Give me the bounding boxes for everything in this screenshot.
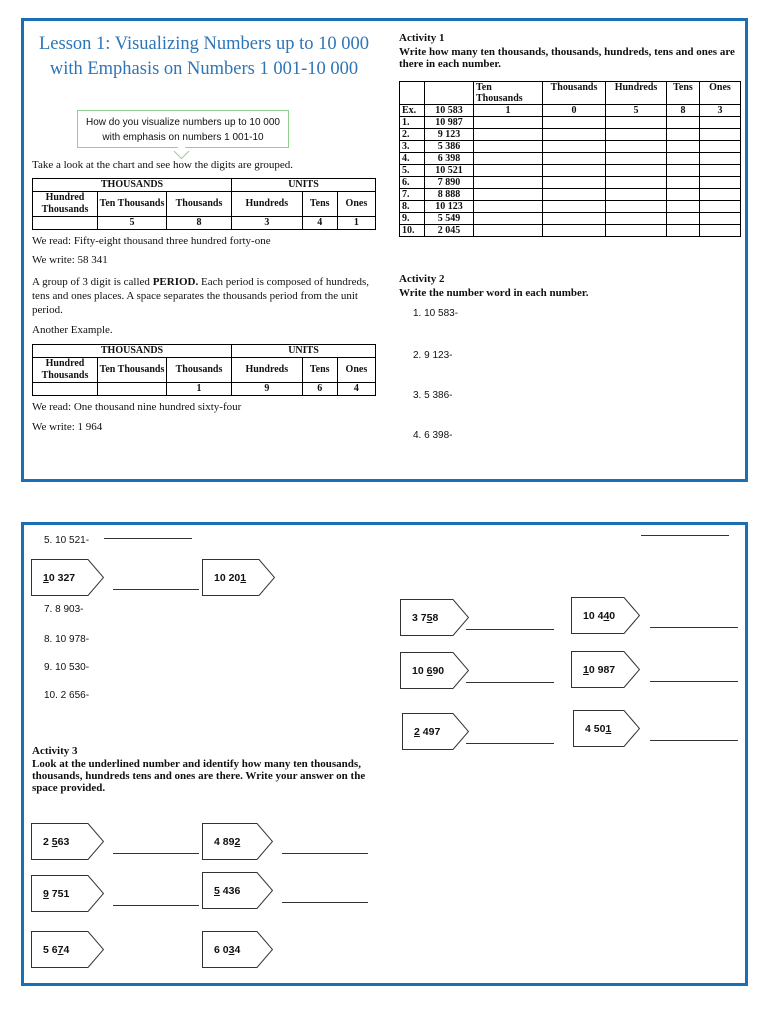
number-tag <box>400 652 469 689</box>
value-cell: 1 <box>337 217 375 230</box>
row-label: 1. <box>400 117 425 129</box>
answer-cell[interactable] <box>667 117 700 129</box>
header-tens: Tens <box>667 82 700 105</box>
value-cell: 8 <box>167 217 232 230</box>
answer-cell[interactable]: 3 <box>700 105 741 117</box>
value-cell <box>98 383 167 396</box>
answer-cell[interactable] <box>606 213 667 225</box>
activity1-row <box>400 201 741 213</box>
value-cell <box>33 217 98 230</box>
answer-cell[interactable] <box>543 213 606 225</box>
answer-cell[interactable] <box>474 201 543 213</box>
activity2-item-9: 9. 10 530- <box>44 662 90 673</box>
activity1-row <box>400 129 741 141</box>
answer-cell[interactable]: 1 <box>474 105 543 117</box>
answer-cell[interactable] <box>606 165 667 177</box>
answer-cell[interactable]: 8 <box>667 105 700 117</box>
read-sentence-2: We read: One thousand nine hundred sixty-four <box>32 401 242 413</box>
activity1-row <box>400 225 741 237</box>
number-tag <box>202 823 273 860</box>
tag-number <box>202 572 246 584</box>
another-example-label: Another Example. <box>32 324 113 336</box>
activity1-row <box>400 213 741 225</box>
underlined-digit: 2 <box>414 725 420 738</box>
answer-line[interactable] <box>113 589 199 590</box>
activity2-item-7: 7. 8 903- <box>44 604 84 615</box>
tag-digits-post: 90 <box>432 664 445 677</box>
row-label: 9. <box>400 213 425 225</box>
answer-cell[interactable] <box>474 213 543 225</box>
answer-cell[interactable] <box>543 165 606 177</box>
value-cell: 4 <box>337 383 375 396</box>
answer-cell[interactable]: 5 <box>606 105 667 117</box>
row-label: 7. <box>400 189 425 201</box>
answer-cell[interactable]: 0 <box>543 105 606 117</box>
answer-cell[interactable] <box>667 177 700 189</box>
place-value-chart-2 <box>32 344 376 396</box>
answer-cell[interactable] <box>474 129 543 141</box>
tag-number <box>31 888 69 900</box>
row-label: Ex. <box>400 105 425 117</box>
header-thousands: Thousands <box>167 358 232 383</box>
tag-number <box>31 572 75 584</box>
answer-line[interactable] <box>650 627 738 628</box>
number-tag <box>571 651 640 688</box>
value-cell: 6 <box>302 383 337 396</box>
activity1-row <box>400 189 741 201</box>
row-number: 2 045 <box>425 225 474 237</box>
write-sentence-1: We write: 58 341 <box>32 254 108 266</box>
activity3-instruction: Look at the underlined number and identify how many ten thousands, thousands, hundreds tens and ones are there. Write your answer on the space provided. <box>32 758 366 794</box>
header-ones: Ones <box>700 82 741 105</box>
activity2-instruction: Write the number word in each number. <box>399 287 589 299</box>
tag-digits-pre: 4 89 <box>214 835 235 848</box>
answer-cell[interactable] <box>700 225 741 237</box>
tag-number <box>202 944 240 956</box>
underlined-digit: 4 <box>603 609 610 622</box>
tag-digits-pre: 6 0 <box>214 943 229 956</box>
tag-digits-post: 8 <box>432 611 439 624</box>
answer-cell[interactable] <box>606 129 667 141</box>
answer-line[interactable] <box>104 538 192 539</box>
tag-number <box>571 664 615 676</box>
tag-digits-post: 436 <box>219 884 241 897</box>
answer-line[interactable] <box>650 681 738 682</box>
number-tag <box>400 599 469 636</box>
value-cell: 9 <box>232 383 303 396</box>
header-hundred-thousands: Hundred Thousands <box>33 358 98 383</box>
tag-digits-pre: 2 <box>43 835 52 848</box>
lesson-page-top <box>21 18 748 482</box>
underlined-digit: 5 <box>214 884 220 897</box>
tag-number <box>31 944 69 956</box>
underlined-digit: 7 <box>57 943 64 956</box>
answer-cell[interactable] <box>606 117 667 129</box>
tag-digits-post: 4 <box>63 943 70 956</box>
tag-digits-post: 0 987 <box>588 663 616 676</box>
header-thousands: Thousands <box>543 82 606 105</box>
activity3-title: Activity 3 <box>32 745 78 757</box>
tag-number <box>202 836 240 848</box>
row-number: 5 549 <box>425 213 474 225</box>
answer-cell[interactable] <box>700 153 741 165</box>
underlined-digit: 3 <box>228 943 235 956</box>
answer-cell[interactable] <box>667 189 700 201</box>
answer-cell[interactable] <box>700 117 741 129</box>
answer-cell[interactable] <box>667 201 700 213</box>
thousands-group-header: THOUSANDS <box>33 345 232 358</box>
tag-number <box>31 836 69 848</box>
guiding-question-callout: How do you visualize numbers up to 10 000 with emphasis on numbers 1 001-10 <box>77 110 289 148</box>
answer-cell[interactable] <box>700 189 741 201</box>
number-tag <box>202 872 273 909</box>
number-tag <box>31 823 104 860</box>
activity2-item-1: 1. 10 583- <box>413 308 459 319</box>
header-ten-thousands: Ten Thousands <box>98 192 167 217</box>
answer-line[interactable] <box>466 743 554 744</box>
answer-cell[interactable] <box>667 129 700 141</box>
answer-line[interactable] <box>650 740 738 741</box>
lesson-page-bottom <box>21 522 748 986</box>
header-ones: Ones <box>337 358 375 383</box>
number-tag <box>402 713 469 750</box>
row-number: 10 521 <box>425 165 474 177</box>
answer-cell[interactable] <box>667 225 700 237</box>
answer-line[interactable] <box>466 682 554 683</box>
period-text-post: Each period is composed of hundreds, tens and ones places. A space separates the thousands period from the unit period. <box>32 276 369 316</box>
answer-cell[interactable] <box>474 177 543 189</box>
answer-cell[interactable] <box>606 225 667 237</box>
activity1-table <box>399 81 741 237</box>
number-tag <box>202 559 275 596</box>
answer-cell[interactable] <box>667 213 700 225</box>
answer-cell[interactable] <box>606 177 667 189</box>
answer-cell[interactable] <box>543 141 606 153</box>
period-keyword: PERIOD. <box>152 276 199 288</box>
answer-line[interactable] <box>641 535 729 536</box>
answer-cell[interactable] <box>474 153 543 165</box>
underlined-digit: 1 <box>605 722 612 735</box>
tag-digits-pre: 4 50 <box>585 722 606 735</box>
tag-digits-post: 497 <box>419 725 441 738</box>
tag-number <box>571 610 615 622</box>
activity1-row <box>400 105 741 117</box>
tag-digits-post: 0 327 <box>48 571 76 584</box>
lesson-title: Lesson 1: Visualizing Numbers up to 10 000 with Emphasis on Numbers 1 001-10 000 <box>39 34 369 79</box>
header-tens: Tens <box>302 192 337 217</box>
underlined-digit: 1 <box>43 571 49 584</box>
answer-cell[interactable] <box>700 141 741 153</box>
number-tag <box>573 710 640 747</box>
header-ones: Ones <box>337 192 375 217</box>
row-label: 2. <box>400 129 425 141</box>
answer-cell[interactable] <box>667 165 700 177</box>
underlined-digit: 9 <box>43 887 49 900</box>
header-hundreds: Hundreds <box>232 358 303 383</box>
activity1-row <box>400 153 741 165</box>
activity2-item-2: 2. 9 123- <box>413 350 453 361</box>
thousands-group-header: THOUSANDS <box>33 179 232 192</box>
answer-line[interactable] <box>282 853 368 854</box>
answer-cell[interactable] <box>543 129 606 141</box>
tag-digits-pre: 5 6 <box>43 943 58 956</box>
answer-cell[interactable] <box>606 189 667 201</box>
answer-cell[interactable] <box>543 201 606 213</box>
tag-number <box>400 665 444 677</box>
underlined-digit: 5 <box>51 835 58 848</box>
row-number: 10 987 <box>425 117 474 129</box>
answer-cell[interactable] <box>667 141 700 153</box>
header-hundreds: Hundreds <box>232 192 303 217</box>
activity1-row <box>400 141 741 153</box>
tag-digits-pre: 10 <box>412 664 427 677</box>
answer-cell[interactable] <box>543 189 606 201</box>
row-label: 4. <box>400 153 425 165</box>
header-hundred-thousands: Hundred Thousands <box>33 192 98 217</box>
underlined-digit: 1 <box>240 571 247 584</box>
tag-number <box>402 726 440 738</box>
row-label: 3. <box>400 141 425 153</box>
tag-digits-pre: 10 20 <box>214 571 241 584</box>
activity2-item-10: 10. 2 656- <box>44 690 90 701</box>
read-sentence-1: We read: Fifty-eight thousand three hundred forty-one <box>32 235 271 247</box>
row-number: 10 583 <box>425 105 474 117</box>
tag-number <box>202 885 240 897</box>
row-number: 7 890 <box>425 177 474 189</box>
activity2-item-3: 3. 5 386- <box>413 390 453 401</box>
value-cell: 1 <box>167 383 232 396</box>
header-ten-thousands: Ten Thousands <box>474 82 543 105</box>
number-tag <box>202 931 273 968</box>
answer-cell[interactable] <box>700 201 741 213</box>
row-label: 8. <box>400 201 425 213</box>
answer-line[interactable] <box>466 629 554 630</box>
number-tag <box>571 597 640 634</box>
answer-cell[interactable] <box>543 177 606 189</box>
number-tag <box>31 559 104 596</box>
activity2-title: Activity 2 <box>399 273 445 285</box>
answer-line[interactable] <box>113 905 199 906</box>
row-number: 5 386 <box>425 141 474 153</box>
activity2-item-5: 5. 10 521- <box>44 535 90 546</box>
activity2-item-4: 4. 6 398- <box>413 430 453 441</box>
row-label: 6. <box>400 177 425 189</box>
header-blank <box>400 82 425 105</box>
answer-cell[interactable] <box>606 201 667 213</box>
answer-cell[interactable] <box>474 117 543 129</box>
intro-text: Take a look at the chart and see how the digits are grouped. <box>32 159 293 171</box>
answer-cell[interactable] <box>700 165 741 177</box>
underlined-digit: 1 <box>583 663 589 676</box>
answer-line[interactable] <box>113 853 199 854</box>
header-tens: Tens <box>302 358 337 383</box>
row-number: 6 398 <box>425 153 474 165</box>
underlined-digit: 6 <box>426 664 433 677</box>
tag-digits-post: 0 <box>609 609 616 622</box>
row-number: 10 123 <box>425 201 474 213</box>
answer-cell[interactable] <box>700 177 741 189</box>
tag-number <box>573 723 611 735</box>
answer-cell[interactable] <box>667 153 700 165</box>
tag-digits-post: 751 <box>48 887 70 900</box>
activity1-row <box>400 165 741 177</box>
answer-cell[interactable] <box>543 225 606 237</box>
write-sentence-2: We write: 1 964 <box>32 421 103 433</box>
activity1-instruction: Write how many ten thousands, thousands, hundreds, tens and ones are there in each number. <box>399 46 735 70</box>
activity1-row <box>400 177 741 189</box>
answer-cell[interactable] <box>543 117 606 129</box>
value-cell: 4 <box>302 217 337 230</box>
row-number: 8 888 <box>425 189 474 201</box>
units-group-header: UNITS <box>232 179 376 192</box>
answer-cell[interactable] <box>474 189 543 201</box>
answer-cell[interactable] <box>700 213 741 225</box>
place-value-chart-1 <box>32 178 376 230</box>
value-cell <box>33 383 98 396</box>
answer-line[interactable] <box>282 902 368 903</box>
tag-digits-pre: 10 4 <box>583 609 604 622</box>
header-blank <box>425 82 474 105</box>
tag-digits-pre: 3 7 <box>412 611 427 624</box>
answer-cell[interactable] <box>474 165 543 177</box>
answer-cell[interactable] <box>606 153 667 165</box>
underlined-digit: 2 <box>234 835 241 848</box>
answer-cell[interactable] <box>543 153 606 165</box>
period-text-pre: A group of 3 digit is called <box>32 276 153 288</box>
row-label: 5. <box>400 165 425 177</box>
number-tag <box>31 931 104 968</box>
activity1-row <box>400 117 741 129</box>
activity2-item-8: 8. 10 978- <box>44 634 90 645</box>
period-definition <box>32 275 377 317</box>
number-tag <box>31 875 104 912</box>
answer-cell[interactable] <box>700 129 741 141</box>
answer-cell[interactable] <box>474 225 543 237</box>
answer-cell[interactable] <box>606 141 667 153</box>
header-ten-thousands: Ten Thousands <box>98 358 167 383</box>
activity1-title: Activity 1 <box>399 32 445 44</box>
answer-cell[interactable] <box>474 141 543 153</box>
tag-digits-post: 4 <box>234 943 241 956</box>
units-group-header: UNITS <box>232 345 376 358</box>
header-thousands: Thousands <box>167 192 232 217</box>
row-number: 9 123 <box>425 129 474 141</box>
tag-digits-post: 63 <box>57 835 70 848</box>
tag-number <box>400 612 438 624</box>
value-cell: 5 <box>98 217 167 230</box>
underlined-digit: 5 <box>426 611 433 624</box>
row-label: 10. <box>400 225 425 237</box>
value-cell: 3 <box>232 217 303 230</box>
header-hundreds: Hundreds <box>606 82 667 105</box>
